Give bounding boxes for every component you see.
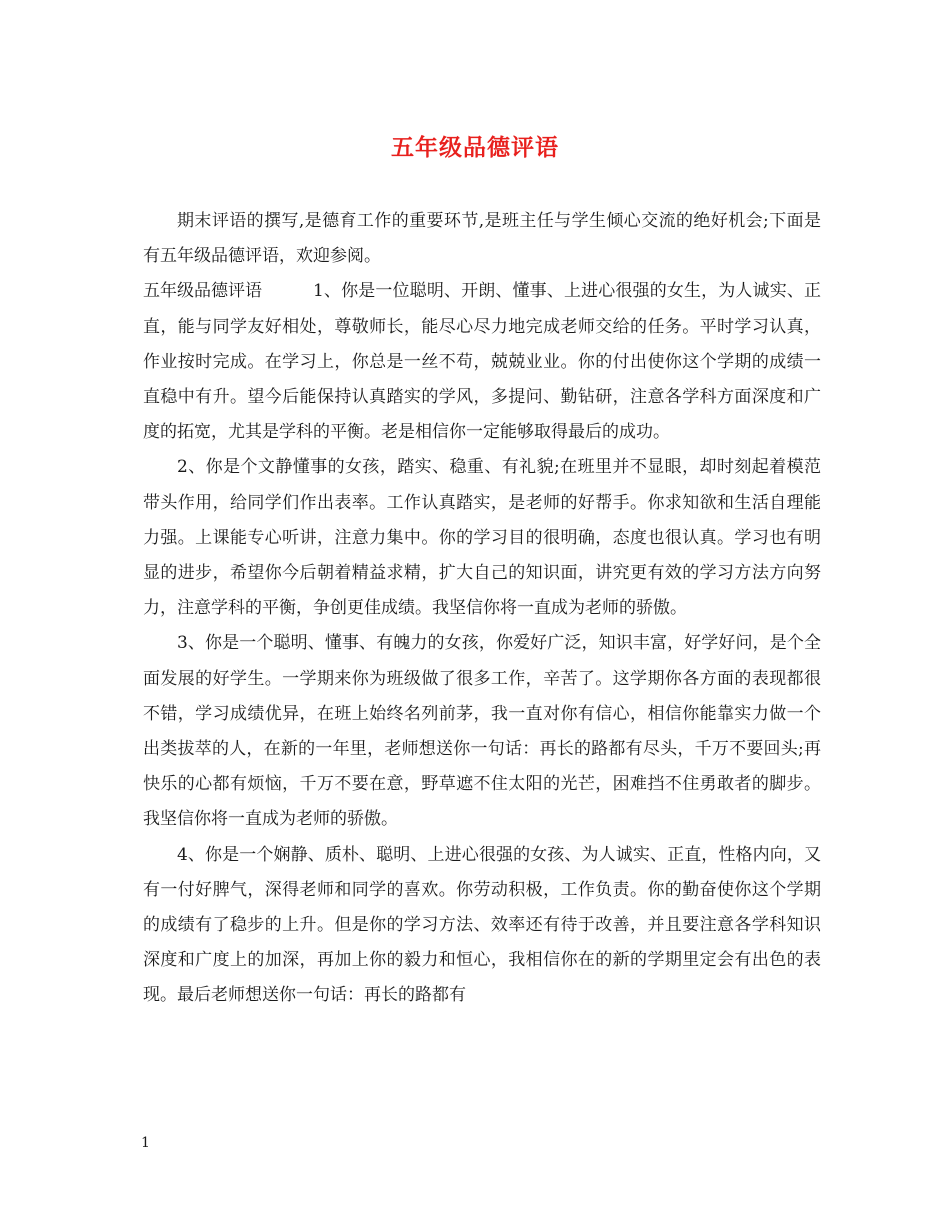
section-heading: 五年级品德评语 bbox=[143, 281, 262, 302]
comment-2-paragraph: 2、你是个文静懂事的女孩，踏实、稳重、有礼貌;在班里并不显眼，却时刻起着模范带头作用，给同学们作出表率。工作认真踏实，是老师的好帮手。你求知欲和生活自理能力强。上课能专心听讲，注意力集中。你的学习目的很明确，态度也很认真。学习也有明显的进步，希望你今后朝着精益求精，扩大自己的知识面，讲究更有效的学习方法方向努力，注意学科的平衡，争创更佳成绩。我坚信你将一直成为老师的骄傲。 bbox=[143, 457, 821, 619]
document-body bbox=[143, 204, 821, 1014]
comment-3-paragraph: 3、你是一个聪明、懂事、有魄力的女孩，你爱好广泛，知识丰富，好学好问，是个全面发展的好学生。一学期来你为班级做了很多工作，辛苦了。这学期你各方面的表现都很不错，学习成绩优异，在班上始终名列前茅，我一直对你有信心，相信你能靠实力做一个出类拔萃的人，在新的一年里，老师想送你一句话：再长的路都有尽头，千万不要回头;再快乐的心都有烦恼，千万不要在意，野草遮不住太阳的光芒，困难挡不住勇敢者的脚步。我坚信你将一直成为老师的骄傲。 bbox=[143, 633, 821, 830]
comment-4-paragraph: 4、你是一个娴静、质朴、聪明、上进心很强的女孩、为人诚实、正直，性格内向，又有一付好脾气，深得老师和同学的喜欢。你劳动积极，工作负责。你的勤奋使你这个学期的成绩有了稳步的上升。但是你的学习方法、效率还有待于改善，并且要注意各学科知识深度和广度上的加深，再加上你的毅力和恒心，我相信你在的新的学期里定会有出色的表现。最后老师想送你一句话：再长的路都有 bbox=[143, 844, 821, 1006]
document-title: 五年级品德评语 bbox=[391, 134, 559, 161]
intro-paragraph: 期末评语的撰写,是德育工作的重要环节,是班主任与学生倾心交流的绝好机会;下面是有五年级品德评语，欢迎参阅。 bbox=[143, 211, 821, 267]
page-number: 1 bbox=[141, 1135, 150, 1151]
comment-1-text: 1、你是一位聪明、开朗、懂事、上进心很强的女生，为人诚实、正直，能与同学友好相处，尊敬师长，能尽心尽力地完成老师交给的任务。平时学习认真，作业按时完成。在学习上，你总是一丝不苟，兢兢业业。你的付出使你这个学期的成绩一直稳中有升。望今后能保持认真踏实的学风，多提问、勤钻研，注意各学科方面深度和广度的拓宽，尤其是学科的平衡。老是相信你一定能够取得最后的成功。 bbox=[143, 281, 821, 443]
section-paragraph-1 bbox=[143, 274, 821, 450]
